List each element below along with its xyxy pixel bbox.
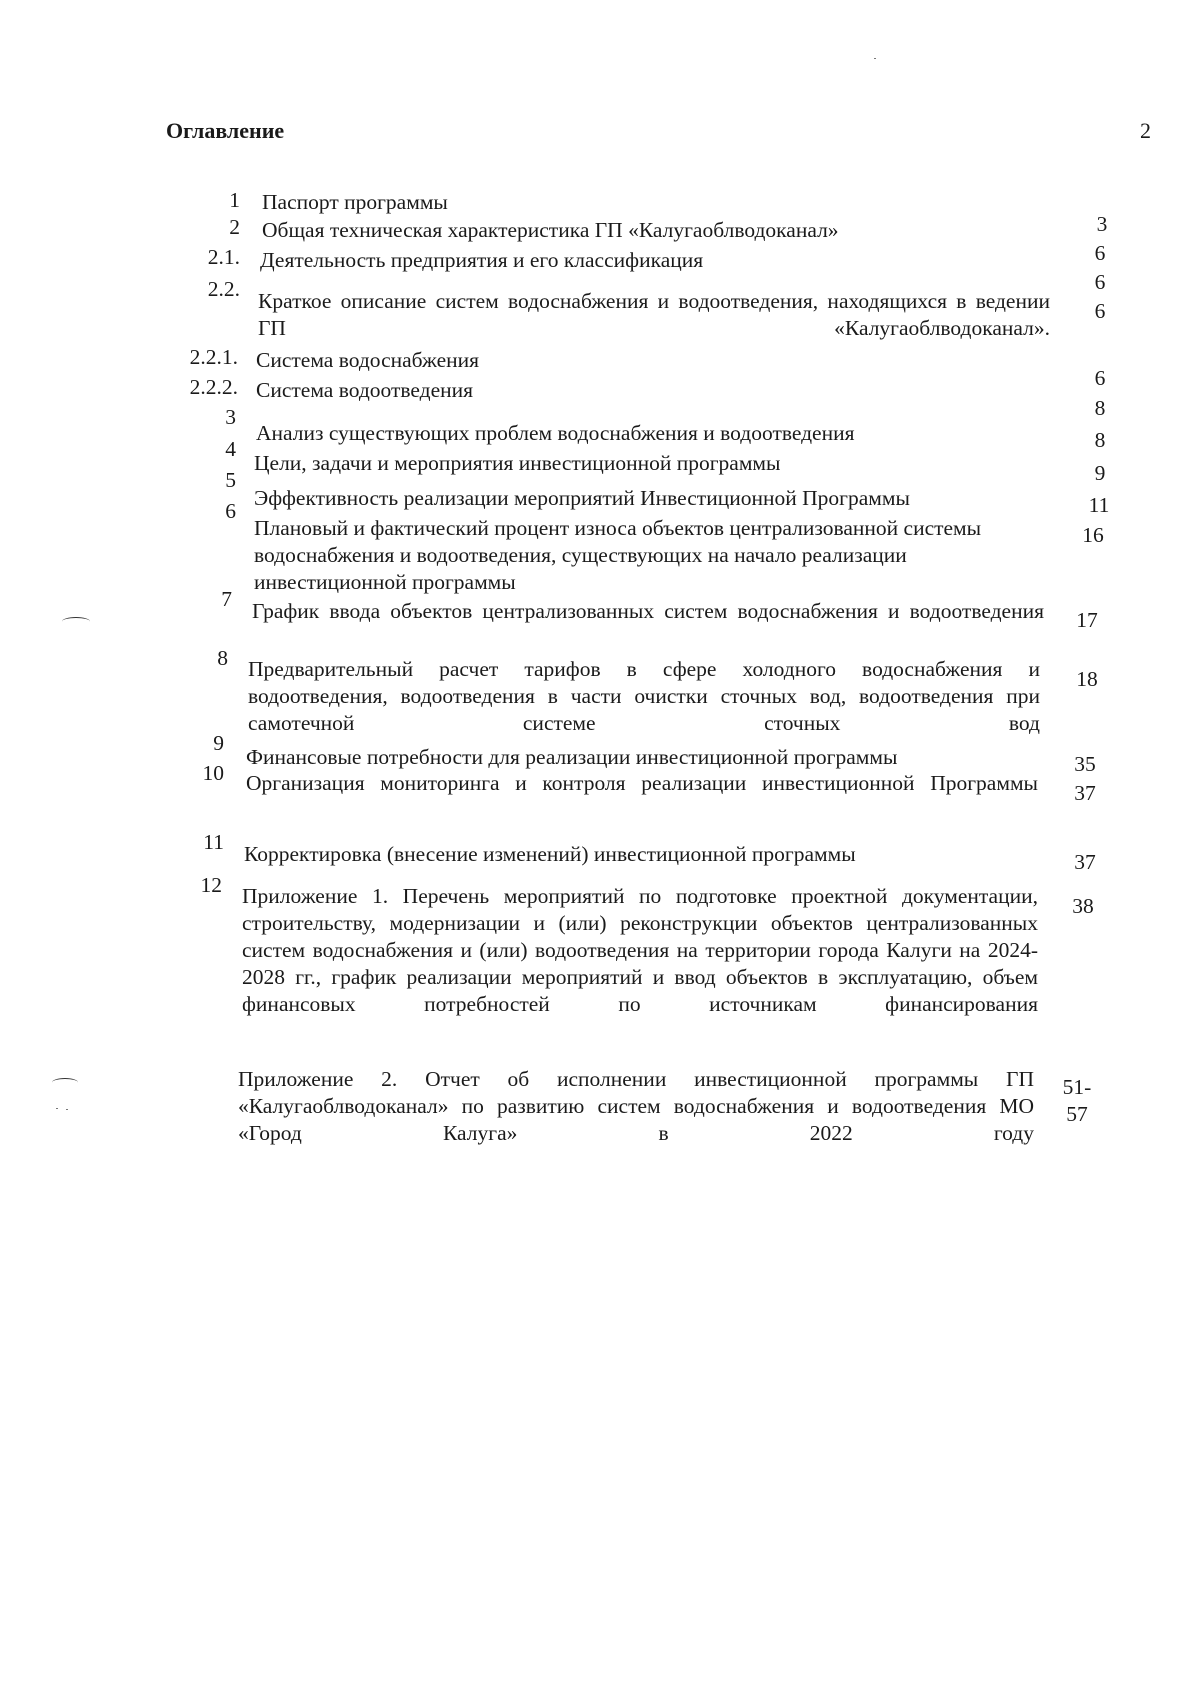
scan-speck — [56, 1108, 58, 1109]
page-number: 2 — [1140, 118, 1151, 143]
toc-entry-title: Цели, задачи и мероприятия инвестиционной программы — [254, 451, 781, 475]
toc-entry-number: 2 — [229, 215, 240, 239]
toc-entry-page: 8 — [1094, 396, 1106, 420]
toc-entry-page: 9 — [1094, 461, 1106, 485]
toc-entry-title: Деятельность предприятия и его классификация — [260, 248, 704, 272]
toc-entry-title: Паспорт программы — [262, 190, 448, 214]
toc-entry-number: 2.2. — [207, 277, 240, 301]
toc-entry-number: 3 — [225, 405, 236, 429]
toc-entry-title: Организация мониторинга и контроля реализации инвестиционной Программы — [246, 771, 1038, 795]
toc-entry-title: Корректировка (внесение изменений) инвестиционной программы — [244, 842, 856, 866]
toc-entry-page: 11 — [1088, 493, 1110, 517]
toc-entry-number: 2.2.2. — [189, 375, 238, 399]
toc-entry-title: Приложение 2. Отчет об исполнении инвестиционной программы ГП «Калугаоблводоканал» по развитию систем водоснабжения и водоотведения МО «Город Калуга» в 2022 году — [238, 1067, 1034, 1145]
toc-entry-number: 4 — [225, 437, 236, 461]
scan-mark — [52, 1078, 78, 1087]
toc-entry-title: Приложение 1. Перечень мероприятий по подготовке проектной документации, строительству, модернизации и (или) реконструкции объектов централизованных систем водоснабжения и (или) водоотведения на территории города Калуги на 2024-2028 гг., график реализации мероприятий и ввод объектов в эксплуатацию, объем финансовых потребностей по источникам финансирования — [242, 884, 1038, 1016]
toc-entry-page: 37 — [1074, 781, 1096, 805]
toc-entry-title: Предварительный расчет тарифов в сфере холодного водоснабжения и водоотведения, водоотведения в части очистки сточных вод, водоотведения при самотечной системе сточных вод — [248, 657, 1040, 735]
toc-entry-title: График ввода объектов централизованных систем водоснабжения и водоотведения — [252, 599, 1044, 623]
toc-entry-page: 3 — [1096, 212, 1108, 236]
scan-mark — [62, 617, 90, 626]
toc-entry-page: 35 — [1074, 752, 1096, 776]
toc-entry-number: 8 — [217, 646, 228, 670]
toc-entry-number: 10 — [202, 761, 224, 785]
toc-entry-title: Общая техническая характеристика ГП «Калугаоблводоканал» — [262, 218, 839, 242]
toc-entry-number: 7 — [221, 587, 232, 611]
toc-entry-page: 6 — [1094, 241, 1106, 265]
toc-entry-page: 51-57 — [1062, 1075, 1092, 1126]
toc-entry-page: 6 — [1094, 270, 1106, 294]
toc-entry-title: Анализ существующих проблем водоснабжения и водоотведения — [256, 421, 855, 445]
toc-entry-title: Плановый и фактический процент износа объектов централизованной системы водоснабжения и водоотведения, существующих на начало реализации инвестиционной программы — [254, 516, 982, 594]
toc-entry-number: 12 — [200, 873, 222, 897]
toc-entry-number: 6 — [225, 499, 236, 523]
scan-speck — [874, 58, 876, 59]
scan-speck — [66, 1109, 68, 1110]
toc-entry-page: 38 — [1072, 894, 1094, 918]
toc-entry-number: 2.1. — [207, 245, 240, 269]
toc-entry-page: 8 — [1094, 428, 1106, 452]
toc-entry-title: Система водоотведения — [256, 378, 474, 402]
toc-entry-page: 16 — [1082, 523, 1104, 547]
toc-entry-title: Система водоснабжения — [256, 348, 480, 372]
toc-entry-number: 1 — [229, 188, 240, 212]
toc-entry-number: 11 — [203, 830, 224, 854]
toc-entry-title: Краткое описание систем водоснабжения и водоотведения, находящихся в ведении ГП «Калугаоблводоканал». — [258, 289, 1050, 340]
toc-entry-page: 6 — [1094, 366, 1106, 390]
toc-entry-title: Финансовые потребности для реализации инвестиционной программы — [246, 745, 898, 769]
toc-entry-number: 2.2.1. — [189, 345, 238, 369]
toc-entry-title: Эффективность реализации мероприятий Инвестиционной Программы — [254, 486, 910, 510]
toc-entry-page: 6 — [1094, 299, 1106, 323]
toc-entry-number: 5 — [225, 468, 236, 492]
toc-entry-page: 37 — [1074, 850, 1096, 874]
toc-entry-number: 9 — [213, 731, 224, 755]
toc-heading: Оглавление — [166, 118, 285, 143]
toc-entry-page: 18 — [1076, 667, 1098, 691]
toc-entry-page: 17 — [1076, 608, 1098, 632]
